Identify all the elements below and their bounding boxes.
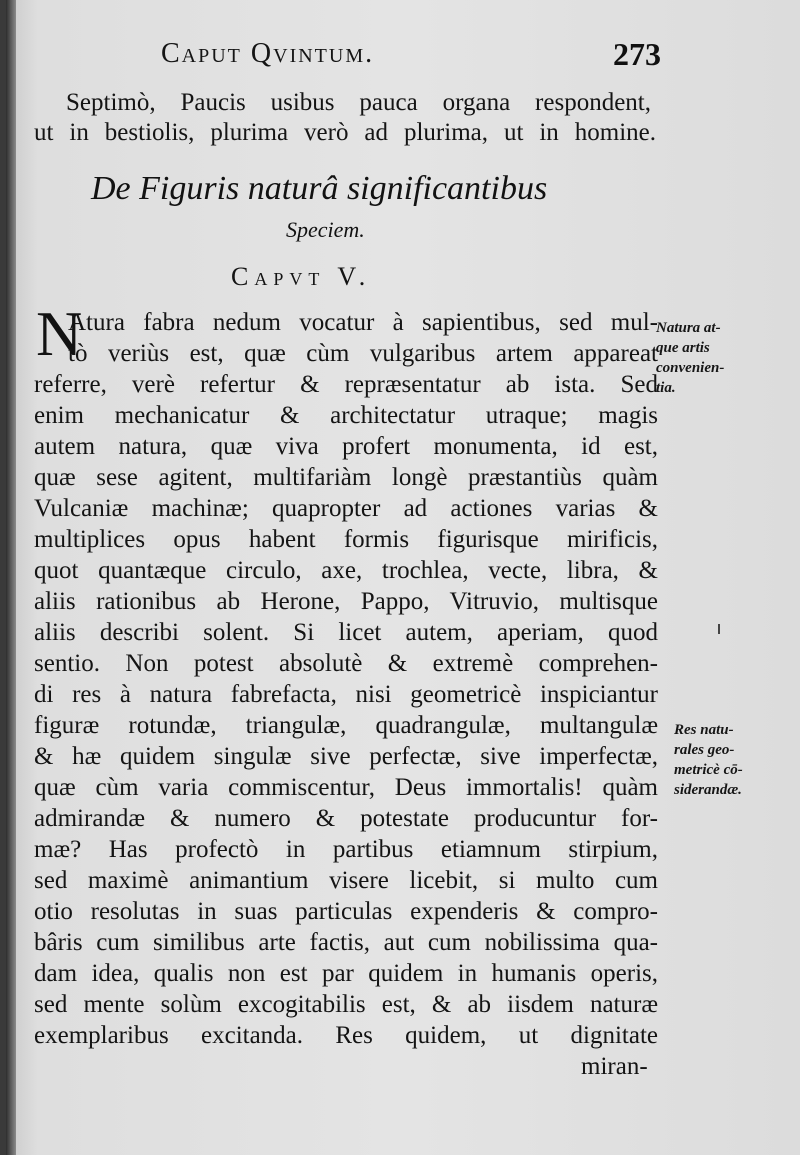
margin-note-2 [674,720,743,800]
body-line: quot quantæque circulo, axe, trochlea, vecte, libra, & [34,557,658,584]
body-line: sentio. Non potest absolutè & extremè comprehen- [34,650,658,677]
body-line: dam idea, qualis non est par quidem in humanis operis, [34,960,658,987]
body-line: & hæ quidem singulæ sive perfectæ, sive imperfectæ, [34,743,658,770]
body-line: sed mente solùm excogitabilis est, & ab iisdem naturæ [34,991,658,1018]
body-line: autem natura, quæ viva profert monumenta, id est, [34,433,658,460]
body-line: multiplices opus habent formis figurisque mirificis, [34,526,658,553]
body-line: Atura fabra nedum vocatur à sapientibus, sed mul- [68,309,658,336]
body-line: quæ sese agitent, multifariàm longè præstantiùs quàm [34,464,658,491]
margin-note-line: que artis [656,340,710,356]
margin-note-line: Natura at- [656,320,721,336]
page-number: 273 [613,36,661,72]
intro-line: ut in bestiolis, plurima verò ad plurima, ut in homine. [34,119,656,146]
body-line: otio resolutas in suas particulas expenderis & compro- [34,898,658,925]
body-line: Vulcaniæ machinæ; quapropter ad actiones varias & [34,495,658,522]
body-line: di res à natura fabrefacta, nisi geometricè inspiciantur [34,681,658,708]
margin-note-1 [656,318,724,398]
chapter-heading: Capvt V. [231,262,372,291]
margin-note-line: rales geo- [674,742,735,758]
body-line: admirandæ & numero & potestate producuntur for- [34,805,658,832]
running-title: Caput Qvintum. [161,38,375,69]
intro-line: Septimò, Paucis usibus pauca organa respondent, [66,89,651,116]
body-line: exemplaribus excitanda. Res quidem, ut dignitate [34,1022,658,1049]
body-line: tò veriùs est, quæ cùm vulgaribus artem appareat [68,340,658,367]
margin-note-line: tia. [656,380,676,396]
catchword: miran- [581,1053,648,1080]
body-line: figuræ rotundæ, triangulæ, quadrangulæ, multangulæ [34,712,658,739]
margin-note-line: Res natu- [674,722,734,738]
margin-note-line: metricè cō- [674,762,743,778]
margin-note-line: siderandæ. [674,782,742,798]
body-line: sed maximè animantium visere licebit, si multo cum [34,867,658,894]
drop-cap: N [36,298,83,369]
running-head [161,38,661,78]
book-page [6,0,800,1155]
margin-mark [718,624,720,634]
body-line: mæ? Has profectò in partibus etiamnum stirpium, [34,836,658,863]
book-spine-shadow [6,0,16,1155]
margin-note-line: convenien- [656,360,725,376]
body-line: enim mechanicatur & architectatur utraque; magis [34,402,658,429]
body-line: referre, verè refertur & repræsentatur ab ista. Sed [34,371,658,398]
body-line: bâris cum similibus arte factis, aut cum nobilissima qua- [34,929,658,956]
body-line: aliis describi solent. Si licet autem, aperiam, quod [34,619,658,646]
body-line: quæ cùm varia commiscentur, Deus immortalis! quàm [34,774,658,801]
section-title-continuation: Speciem. [286,217,365,242]
section-title: De Figuris naturâ significantibus [91,170,548,207]
body-line: aliis rationibus ab Herone, Pappo, Vitruvio, multisque [34,588,658,615]
